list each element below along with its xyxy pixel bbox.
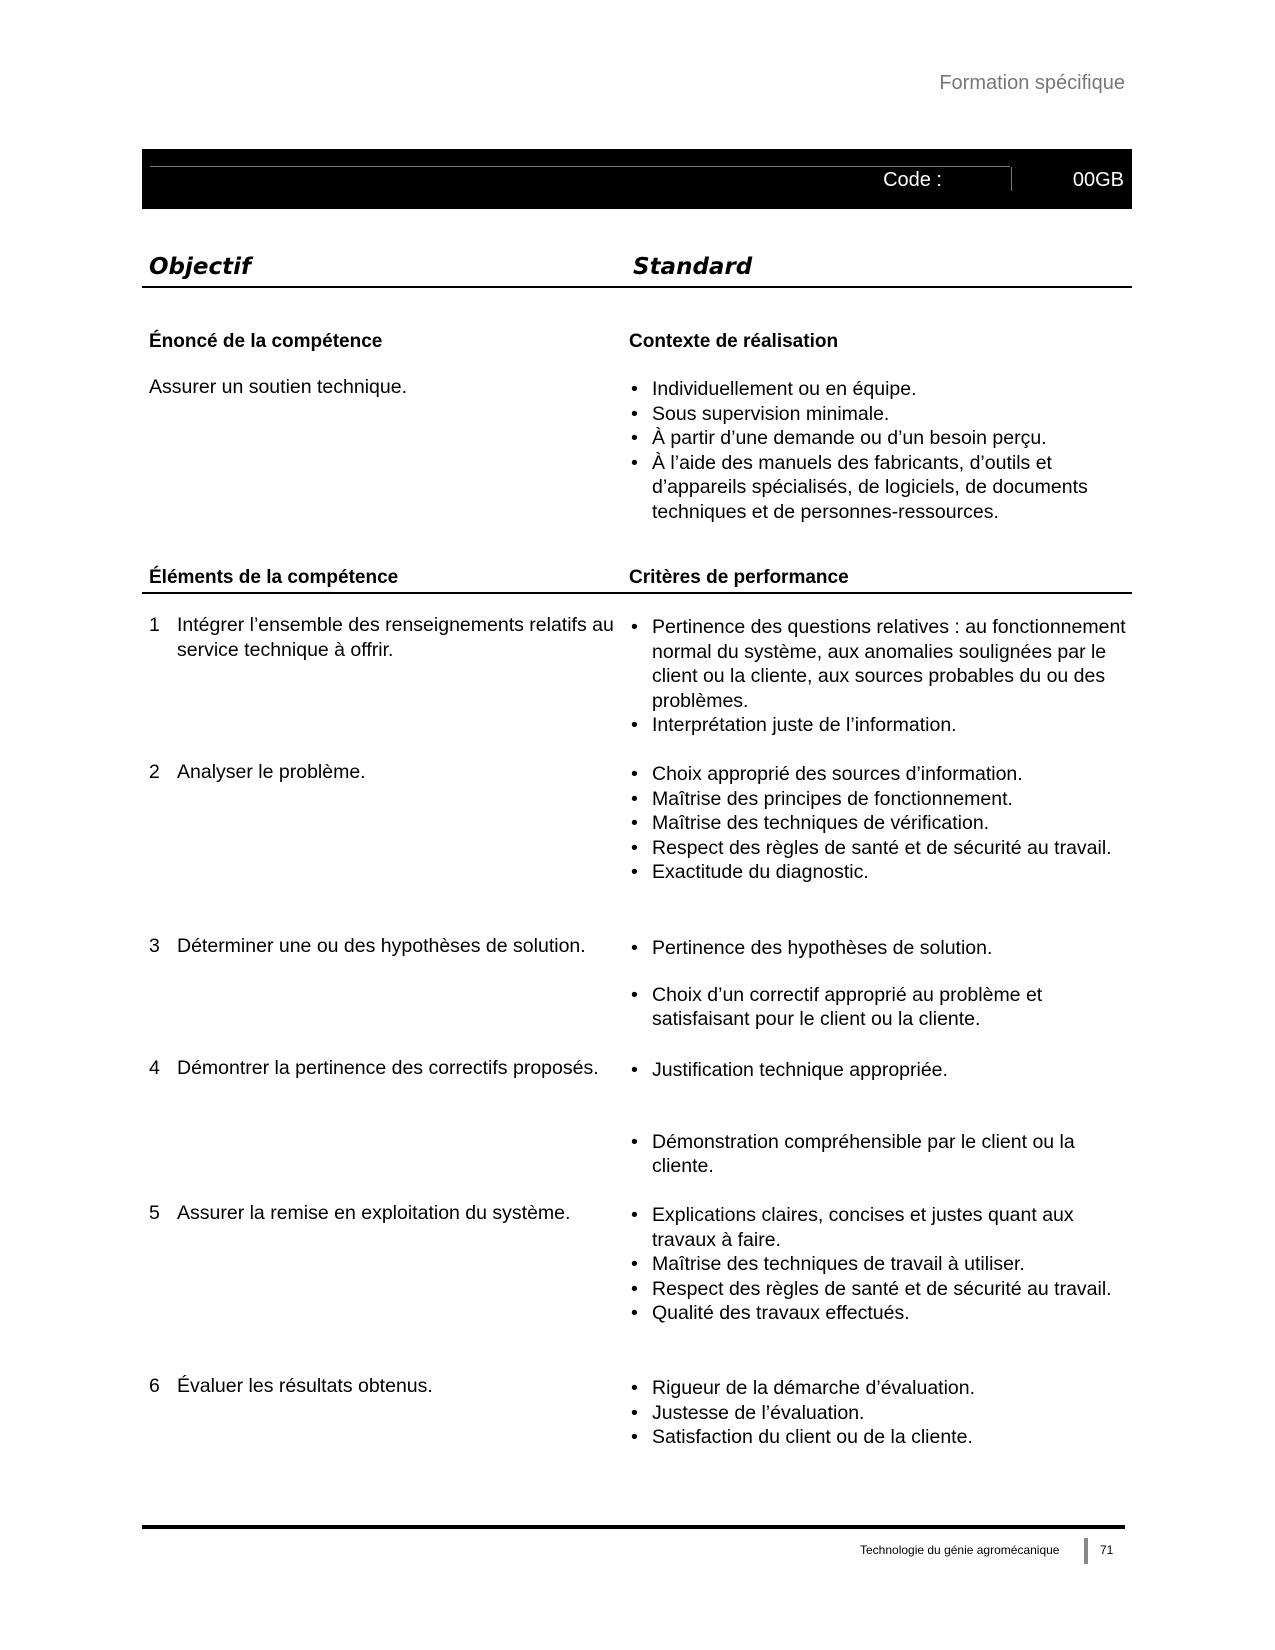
list-item: • Sous supervision minimale. [629,402,1134,427]
criteria-item: • Choix d’un correctif approprié au problème et satisfaisant pour le client ou la cliente. [629,983,1134,1032]
list-item: • À l’aide des manuels des fabricants, d’outils et d’appareils spécialisés, de logiciels, de documents techniques et de personnes-ressources. [629,451,1134,525]
criteria-item: • Qualité des travaux effectués. [629,1301,1134,1326]
criteria-item: • Démonstration compréhensible par le client ou la cliente. [629,1130,1134,1179]
criteria-item: • Respect des règles de santé et de sécurité au travail. [629,836,1134,861]
criteria-list [629,1058,1134,1179]
element-text: Démontrer la pertinence des correctifs proposés. [177,1057,599,1079]
criteria-item: • Interprétation juste de l’information. [629,713,1134,738]
element-item [149,934,637,959]
criteria-list [629,936,1134,1032]
section-rule [142,592,1132,594]
heading-rule [142,286,1132,288]
criteria-item: • Respect des règles de santé et de sécurité au travail. [629,1277,1134,1302]
element-item [149,613,637,662]
page-number: 71 [1100,1543,1114,1557]
code-bar [142,149,1132,209]
bar-rule [150,166,1010,167]
element-text: Intégrer l’ensemble des renseignements relatifs au service technique à offrir. [177,614,614,661]
element-number: 2 [149,761,160,783]
list-item: • À partir d’une demande ou d’un besoin perçu. [629,426,1134,451]
footer-title: Technologie du génie agromécanique [860,1543,1060,1557]
code-label: Code : [883,169,942,191]
element-text: Analyser le problème. [177,761,366,783]
criteria-item: • Choix approprié des sources d’information. [629,762,1134,787]
footer-rule [142,1525,1125,1529]
footer-separator [1084,1538,1088,1564]
element-number: 5 [149,1202,160,1224]
criteria-item: • Maîtrise des techniques de vérification. [629,811,1134,836]
criteria-item: • Justification technique appropriée. [629,1058,1134,1083]
criteria-list [629,1203,1134,1326]
criteria-item: • Pertinence des questions relatives : au fonctionnement normal du système, aux anomalies soulignées par le client ou la cliente, aux sources probables du ou des problèmes. [629,615,1134,713]
criteria-item: • Maîtrise des principes de fonctionnement. [629,787,1134,812]
criteria-list [629,615,1134,738]
criteres-title: Critères de performance [629,567,849,588]
code-value: 00GB [1072,169,1124,191]
criteria-item: • Satisfaction du client ou de la cliente. [629,1425,1134,1450]
running-header: Formation spécifique [939,72,1125,94]
element-text: Assurer la remise en exploitation du système. [177,1202,571,1224]
criteria-item: • Pertinence des hypothèses de solution. [629,936,1134,961]
heading-standard: Standard [633,254,753,280]
element-number: 1 [149,614,160,636]
criteria-item: • Explications claires, concises et justes quant aux travaux à faire. [629,1203,1134,1252]
contexte-list [629,377,1134,524]
heading-objectif: Objectif [149,254,252,280]
element-number: 4 [149,1057,160,1079]
element-item [149,1056,637,1081]
criteria-item: • Exactitude du diagnostic. [629,860,1134,885]
enonce-text: Assurer un soutien technique. [149,376,407,398]
code-separator [1011,167,1012,191]
element-item [149,760,637,785]
criteria-list [629,1376,1134,1450]
criteria-item: • Maîtrise des techniques de travail à utiliser. [629,1252,1134,1277]
elements-title: Éléments de la compétence [149,567,399,588]
criteria-item: • Rigueur de la démarche d’évaluation. [629,1376,1134,1401]
element-item [149,1374,637,1399]
criteria-list [629,762,1134,885]
element-text: Déterminer une ou des hypothèses de solution. [177,935,586,957]
element-text: Évaluer les résultats obtenus. [177,1375,433,1397]
criteria-item: • Justesse de l’évaluation. [629,1401,1134,1426]
contexte-title: Contexte de réalisation [629,331,839,352]
enonce-title: Énoncé de la compétence [149,331,383,352]
element-number: 6 [149,1375,160,1397]
list-item: • Individuellement ou en équipe. [629,377,1134,402]
element-number: 3 [149,935,160,957]
element-item [149,1201,637,1226]
